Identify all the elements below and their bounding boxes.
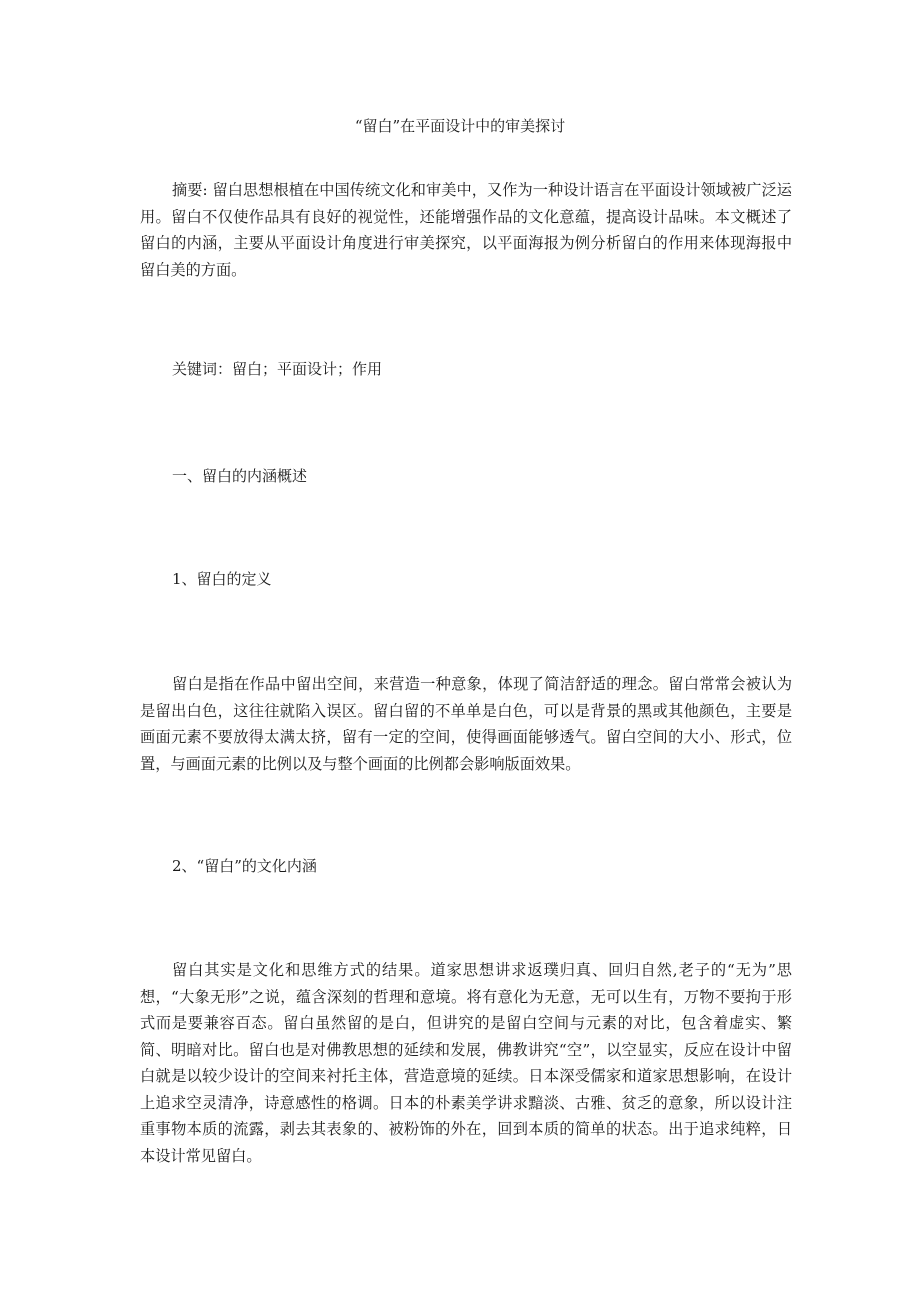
abstract-paragraph: 摘要: 留白思想根植在中国传统文化和审美中，又作为一种设计语言在平面设计领域被广泛运用。留白不仅使作品具有良好的视觉性，还能增强作品的文化意蕴，提高设计品味。本文概述了留白的内涵，主要从平面设计角度进行审美探究，以平面海报为例分析留白的作用来体现海报中留白美的方面。 <box>140 181 792 279</box>
subsection-heading-2: 2、“留白”的文化内涵 <box>172 857 317 875</box>
subsection-heading-1: 1、留白的定义 <box>172 570 272 588</box>
cultural-paragraph: 留白其实是文化和思维方式的结果。道家思想讲求返璞归真、回归自然,老子的“无为”思想，“大象无形”之说，蕴含深刻的哲理和意境。将有意化为无意，无可以生有，万物不要拘于形式而是要兼容百态。留白虽然留的是白，但讲究的是留白空间与元素的对比，包含着虚实、繁简、明暗对比。留白也是对佛教思想的延续和发展，佛教讲究“空”，以空显实，反应在设计中留白就是以较少设计的空间来衬托主体，营造意境的延续。日本深受儒家和道家思想影响，在设计上追求空灵清净，诗意感性的格调。日本的朴素美学讲求黯淡、古雅、贫乏的意象，所以设计注重事物本质的流露，剥去其表象的、被粉饰的外在，回到本质的简单的状态。出于追求纯粹，日本设计常见留白。 <box>140 961 792 1165</box>
keywords-line: 关键词：留白；平面设计；作用 <box>172 360 383 378</box>
section-heading-1: 一、留白的内涵概述 <box>172 467 308 485</box>
definition-paragraph: 留白是指在作品中留出空间，来营造一种意象，体现了简洁舒适的理念。留白常常会被认为是留出白色，这往往就陷入误区。留白留的不单单是白色，可以是背景的黑或其他颜色，主要是画面元素不要放得太满太挤，留有一定的空间，使得画面能够透气。留白空间的大小、形式，位置，与画面元素的比例以及与整个画面的比例都会影响版面效果。 <box>140 675 792 773</box>
document-title: “留白”在平面设计中的审美探讨 <box>354 117 566 135</box>
